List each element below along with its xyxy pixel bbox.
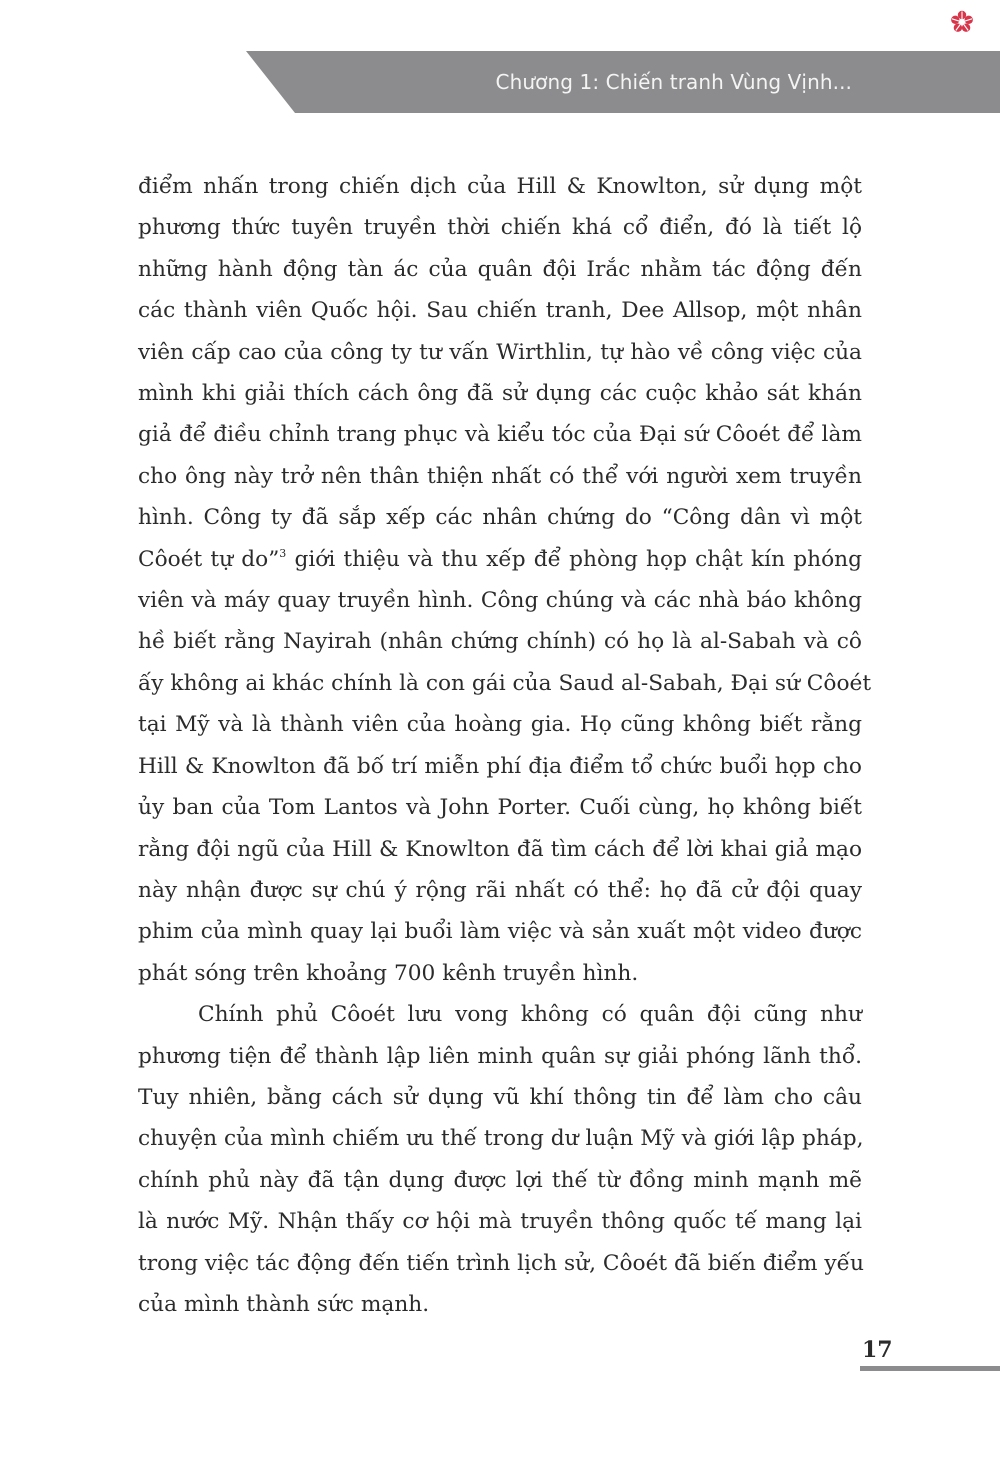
text-line-content: tại Mỹ và là thành viên của hoàng gia. Họ cũng không biết rằng — [138, 712, 862, 738]
text-line-content: hình. Công ty đã sắp xếp các nhân chứng do “Công dân vì một — [138, 505, 862, 531]
text-line — [138, 166, 862, 207]
text-line — [138, 787, 862, 828]
text-line-content: này nhận được sự chú ý rộng rãi nhất có thể: họ đã cử đội quay — [138, 877, 862, 903]
text-line-content: hề biết rằng Nayirah (nhân chứng chính) có họ là al-Sabah và cô — [138, 629, 862, 655]
flower-ornament-icon — [950, 10, 974, 34]
body-text — [138, 166, 872, 1325]
text-line — [138, 829, 862, 870]
text-line-content: Tuy nhiên, bằng cách sử dụng vũ khí thông tin để làm cho câu — [138, 1084, 862, 1110]
text-line — [138, 497, 862, 538]
text-line-content: Hill & Knowlton đã bố trí miễn phí địa điểm tổ chức buổi họp cho — [138, 753, 862, 779]
text-line-content: là nước Mỹ. Nhận thấy cơ hội mà truyền thông quốc tế mang lại — [138, 1209, 862, 1235]
text-line-continuation: giới thiệu và thu xếp để phòng họp chật kín phóng — [286, 546, 863, 572]
text-line — [138, 621, 862, 662]
text-line — [138, 663, 872, 704]
text-line-content: trong việc tác động đến tiến trình lịch sử, Côoét đã biến điểm yếu — [138, 1250, 864, 1276]
text-line-content: những hành động tàn ác của quân đội Irắc nhằm tác động đến — [138, 256, 862, 282]
text-line — [138, 373, 862, 414]
text-line-content: phương thức tuyên truyền thời chiến khá cổ điển, đó là tiết lộ — [138, 215, 862, 241]
text-line-content: rằng đội ngũ của Hill & Knowlton đã tìm cách để lời khai giả mạo — [138, 836, 862, 862]
text-line-content: chính phủ này đã tận dụng được lợi thế từ đồng minh mạnh mẽ — [138, 1167, 862, 1193]
text-line-content: của mình thành sức mạnh. — [138, 1291, 430, 1317]
text-line — [138, 332, 862, 373]
text-line — [138, 746, 862, 787]
text-line-content: phương tiện để thành lập liên minh quân sự giải phóng lãnh thổ. — [138, 1043, 862, 1069]
text-line-content: Chính phủ Côoét lưu vong không có quân đội cũng như — [198, 1002, 862, 1028]
text-line — [138, 414, 862, 455]
text-line — [138, 580, 862, 621]
text-line — [138, 870, 862, 911]
text-line — [138, 290, 862, 331]
page-number-rule — [860, 1366, 1000, 1371]
text-line-content: ấy không ai khác chính là con gái của Saud al-Sabah, Đại sứ Côoét — [138, 670, 872, 696]
text-line — [138, 249, 862, 290]
text-line-content: mình khi giải thích cách ông đã sử dụng các cuộc khảo sát khán — [138, 381, 862, 407]
text-line — [138, 1284, 862, 1325]
text-line — [138, 539, 862, 580]
text-line-content: viên và máy quay truyền hình. Công chúng và các nhà báo không — [138, 588, 862, 614]
chapter-title: Chương 1: Chiến tranh Vùng Vịnh... — [495, 70, 852, 94]
text-line — [138, 1036, 862, 1077]
text-line-content: viên cấp cao của công ty tư vấn Wirthlin, tự hào về công việc của — [138, 339, 862, 365]
text-line-content: giả để điều chỉnh trang phục và kiểu tóc của Đại sứ Côoét để làm — [138, 422, 862, 448]
page-number: 17 — [862, 1337, 893, 1363]
text-line — [138, 994, 862, 1035]
text-line — [138, 456, 862, 497]
text-line — [138, 1160, 862, 1201]
text-line-content: ủy ban của Tom Lantos và John Porter. Cuối cùng, họ không biết — [138, 795, 862, 821]
paragraph — [138, 166, 872, 994]
text-line — [138, 911, 862, 952]
text-line — [138, 1201, 862, 1242]
footnote-marker: 3 — [279, 546, 287, 560]
text-line — [138, 1118, 862, 1159]
text-line — [138, 1077, 862, 1118]
text-line-content: điểm nhấn trong chiến dịch của Hill & Knowlton, sử dụng một — [138, 174, 862, 199]
text-line — [138, 207, 862, 248]
paragraph — [138, 994, 862, 1325]
text-line — [138, 953, 862, 994]
text-line-content: các thành viên Quốc hội. Sau chiến tranh, Dee Allsop, một nhân — [138, 298, 862, 324]
text-line-content: Côoét tự do” — [138, 546, 280, 572]
text-line-content: phát sóng trên khoảng 700 kênh truyền hình. — [138, 960, 639, 986]
text-line — [138, 1243, 862, 1284]
text-line-content: chuyện của mình chiếm ưu thế trong dư luận Mỹ và giới lập pháp, — [138, 1126, 864, 1152]
text-line-content: cho ông này trở nên thân thiện nhất có thể với người xem truyền — [138, 463, 862, 489]
text-line — [138, 704, 862, 745]
text-line-content: phim của mình quay lại buổi làm việc và sản xuất một video được — [138, 919, 862, 945]
